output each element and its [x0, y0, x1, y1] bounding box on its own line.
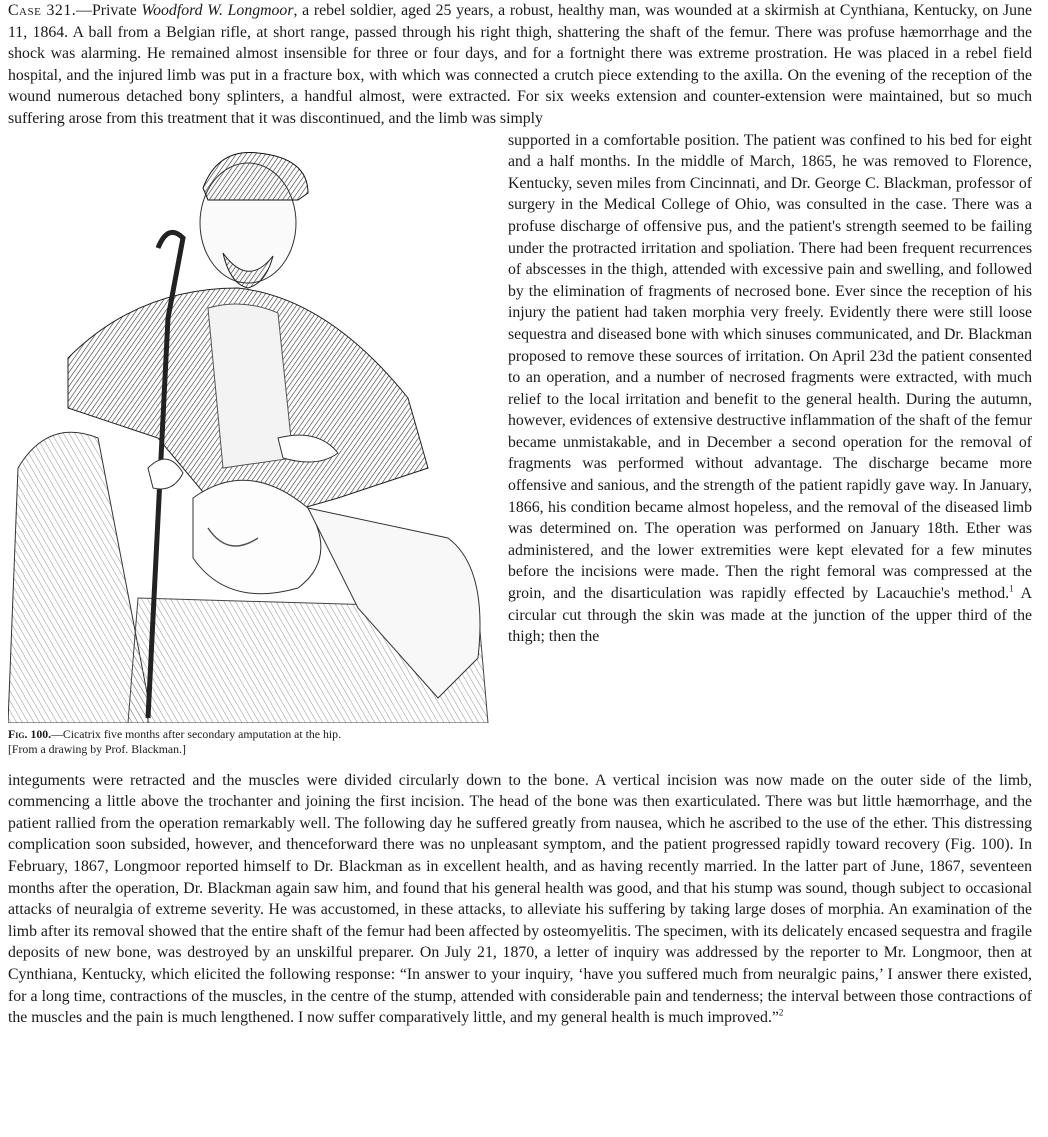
cap-shape — [203, 152, 308, 200]
intro-a: —Private — [76, 2, 142, 19]
caption-credit: [From a drawing by Prof. Blackman.] — [8, 741, 186, 756]
closing-text: integuments were retracted and the muscles were divided circularly down to the bone. A vertical incision was now made on the outer side of the limb, commencing a little above the trochanter and joining the first incision. The head of the bone was then exarticulated. There was but little hæmorrhage, and the patient rallied from the operation remarkably well. The following day he suffered greatly from nausea, which he ascribed to the use of the ether. This distressing complication soon subsided, however, and thenceforward there was no unpleasant symptom, and the patient progressed rapidly toward recovery (Fig. 100). In February, 1867, Longmoor reported himself to Dr. Blackman as in excellent health, and as having recently married. In the latter part of June, 1867, seventeen months after the operation, Dr. Blackman again saw him, and found that his general health was good, and that his stump was sound, though subject to occasional attacks of neuralgia of extreme severity. He was accustomed, in these attacks, to alleviate his suffering by taking large doses of morphia. An examination of the limb after its removal showed that the entire shaft of the femur had been affected by osteomyelitis. The specimen, with its delicately encased sequestra and fragile deposits of new bone, was destroyed by an unskilful preparer. On July 21, 1870, a letter of inquiry was addressed by the reporter to Mr. Longmoor, then at Cynthiana, Kentucky, which elicited the following response: “In answer to your inquiry, ‘have you suffered much from neuralgic pains,’ I answer there existed, for a long time, contractions of the muscles, in the centre of the stump, attended with considerable pain and tenderness; the interval between those contractions of the muscles and the pain is much lengthened. I now suffer comparatively little, and my general health is much improved.” — [8, 771, 1032, 1027]
intro-text: , a rebel soldier, aged 25 years, a robust, healthy man, was wounded at a skirmish at Cynthiana, Kentucky, on June 11, 1864. A ball from a Belgian rifle, at short range, passed through his right thigh, shattering the shaft of the femur. There was profuse hæmorrhage and the shock was alarming. He remained almost insensible for three or four days, and for a fortnight there was extreme prostration. He was placed in a rebel field hospital, and the injured limb was put in a fracture box, with which was connected a crutch piece extending to the axilla. On the evening of the reception of the wound numerous detached bony splinters, a handful almost, were extracted. For six weeks extension and counter-extension were maintained, but so much suffering arose from this treatment that it was discontinued, and the limb was simply — [8, 2, 1032, 127]
side-tail: A circular cut through the skin was made at the junction of the upper third of the thigh; then the — [508, 585, 1032, 646]
caption-text: —Cicatrix five months after secondary amputation at the hip. — [51, 726, 342, 741]
engraving-illustration — [8, 138, 496, 723]
figure-caption — [8, 727, 504, 757]
hand-shape — [148, 459, 183, 489]
document-page — [8, 0, 1032, 1029]
figure-and-side-text — [8, 130, 1032, 770]
figure-100 — [8, 130, 504, 770]
case-opening-paragraph — [8, 0, 1032, 130]
drape-shape — [8, 432, 148, 723]
case-closing-paragraph — [8, 770, 1032, 1029]
footnote-ref-1: 1 — [1009, 583, 1014, 594]
caption-label: Fig. 100. — [8, 726, 52, 741]
side-column-text — [504, 130, 1032, 770]
footnote-ref-2: 2 — [778, 1007, 784, 1018]
patient-name: Woodford W. Longmoor — [141, 2, 294, 19]
case-heading: Case 321. — [8, 2, 77, 19]
side-paragraph: supported in a comfortable position. The patient was confined to his bed for eight and a half months. In the middle of March, 1865, he was removed to Florence, Kentucky, seven miles from Cincinnati, and Dr. George C. Blackman, professor of surgery in the Medical College of Ohio, was consulted in the case. There was a profuse discharge of offensive pus, and the patient's strength seemed to be failing under the protracted irritation and spoliation. There had been frequent recurrences of abscesses in the thigh, attended with excessive pain and swelling, and followed by the elimination of fragments of necrosed bone. Ever since the reception of his injury the patient had taken morphia very freely. Evidently there were still loose sequestra and diseased bone with which sinuses communicated, and Dr. Blackman proposed to remove these sources of irritation. On April 23d the patient consented to an operation, and a number of necrosed fragments were extracted, with much relief to the local irritation and benefit to the general health. During the autumn, however, evidences of extensive destructive inflammation of the shaft of the femur became unmistakable, and in December a second operation for the removal of fragments was performed without advantage. The discharge became more offensive and sanious, and the strength of the patient rapidly gave way. In January, 1866, his condition became almost hopeless, and the removal of the diseased limb was determined on. The operation was performed on January 18th. Ether was administered, and the lower extremities were kept elevated for a few minutes before the incisions were made. Then the right femoral was compressed at the groin, and the disarticulation was rapidly effected by Lacauchie's method. — [508, 131, 1032, 603]
